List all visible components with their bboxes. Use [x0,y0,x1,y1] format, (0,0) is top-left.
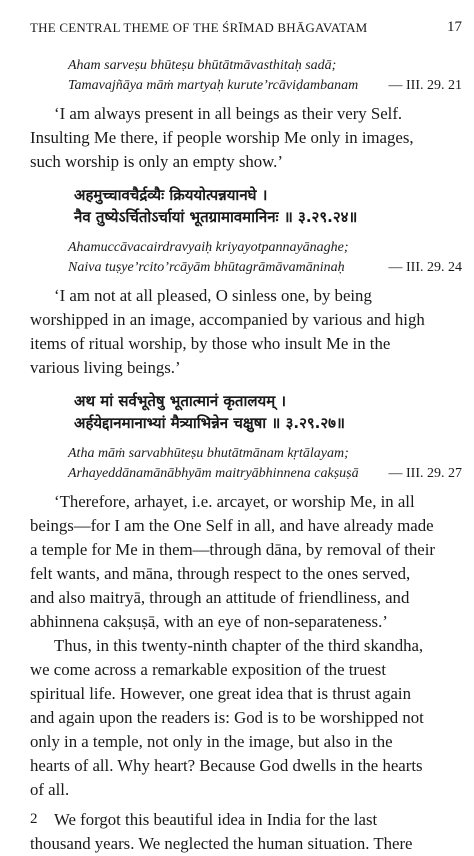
text-line: spiritual life. However, one great idea that is thrust again [30,684,411,703]
text-line: various living beings.’ [30,358,181,377]
footer-page-number: 2 [30,811,38,827]
text-line: such worship is only an empty show.’ [30,152,283,171]
devanagari-line: नैव तुष्येऽर्चितोऽर्चायां भूतग्रामावमानिनः ॥ ३.२९.२४॥ [74,208,358,226]
verse-transliteration [30,238,462,278]
text-line: thousand years. We neglected the human situation. There [30,834,413,853]
verse-translation [30,284,462,380]
text-line: ‘I am not at all pleased, O sinless one, by being [54,286,372,305]
text-line: and again upon the readers is: God is to be worshipped not [30,708,424,727]
verse-reference: — III. 29. 21 [388,78,462,93]
verse-translation [30,102,462,174]
body-paragraphs [30,808,462,856]
verse-reference: — III. 29. 27 [388,466,462,481]
running-header [30,20,462,40]
transliteration-line: Arhayeddānamānābhyām maitryābhinnena cakṣuṣā — III. 29. 27 [30,464,462,484]
text-line: we come across a remarkable exposition of the truest [30,660,387,679]
page-body [30,56,462,856]
text-line: items of ritual worship, by those who insult Me in the [30,334,391,353]
sanskrit-verse [30,184,462,228]
transliteration-line: Aham sarveṣu bhūteṣu bhūtātmāvasthitaḥ sadā; [68,58,337,73]
text-line: beings—for I am the One Self in all, and have already made [30,516,434,535]
header-title: THE CENTRAL THEME OF THE ŚRĪMAD BHĀGAVATAM [30,20,368,35]
text-line: ‘Therefore, arhayet, i.e. arcayet, or worship Me, in all [54,492,415,511]
transliteration-line: Atha māṁ sarvabhūteṣu bhutātmānam kṛtālayam; [68,446,349,461]
sanskrit-verse [30,390,462,434]
text-line: hearts of all. Why heart? Because God dwells in the hearts [30,756,423,775]
text-line: worshipped in an image, accompanied by various and high [30,310,425,329]
transliteration-line: Naiva tuṣye’rcito’rcāyām bhūtagrāmāvamāninaḥ — III. 29. 24 [30,258,462,278]
text-line: ‘I am always present in all beings as their very Self. [54,104,403,123]
transliteration-line: Tamavajñāya māṁ martyaḥ kurute’rcāviḍambanam — III. 29. 21 [30,76,462,96]
text-line: Thus, in this twenty-ninth chapter of the third skandha, [54,636,424,655]
text-line: and also maitryā, through an attitude of friendliness, and [30,588,410,607]
body-paragraphs [30,490,462,802]
text-line: We forgot this beautiful idea in India for the last [54,810,378,829]
text-line: felt wants, and māna, through respect to the ones served, [30,564,411,583]
transliteration-line: Ahamuccāvacairdravyaiḥ kriyayotpannayānaghe; [68,240,349,255]
verse-transliteration [30,56,462,96]
text-line: of all. [30,780,70,799]
header-page-number: 17 [447,19,462,35]
devanagari-line: अहमुच्चावचैर्द्रव्यैः क्रिययोत्पन्नयानघे । [74,186,268,204]
verse-reference: — III. 29. 24 [388,260,462,275]
verse-transliteration [30,444,462,484]
text-line: Insulting Me there, if people worship Me only in images, [30,128,414,147]
text-line: only in a temple, not only in the image, but also in the [30,732,393,751]
devanagari-line: अर्हयेद्दानमानाभ्यां मैत्र्याभिन्नेन चक्षुषा ॥ ३.२९.२७॥ [74,414,345,432]
text-line: abhinnena cakṣuṣā, with an eye of non-separateness.’ [30,612,388,631]
devanagari-line: अथ मां सर्वभूतेषु भूतात्मानं कृतालयम् । [74,392,287,410]
text-line: a temple for Me in them—through dāna, by removal of their [30,540,435,559]
